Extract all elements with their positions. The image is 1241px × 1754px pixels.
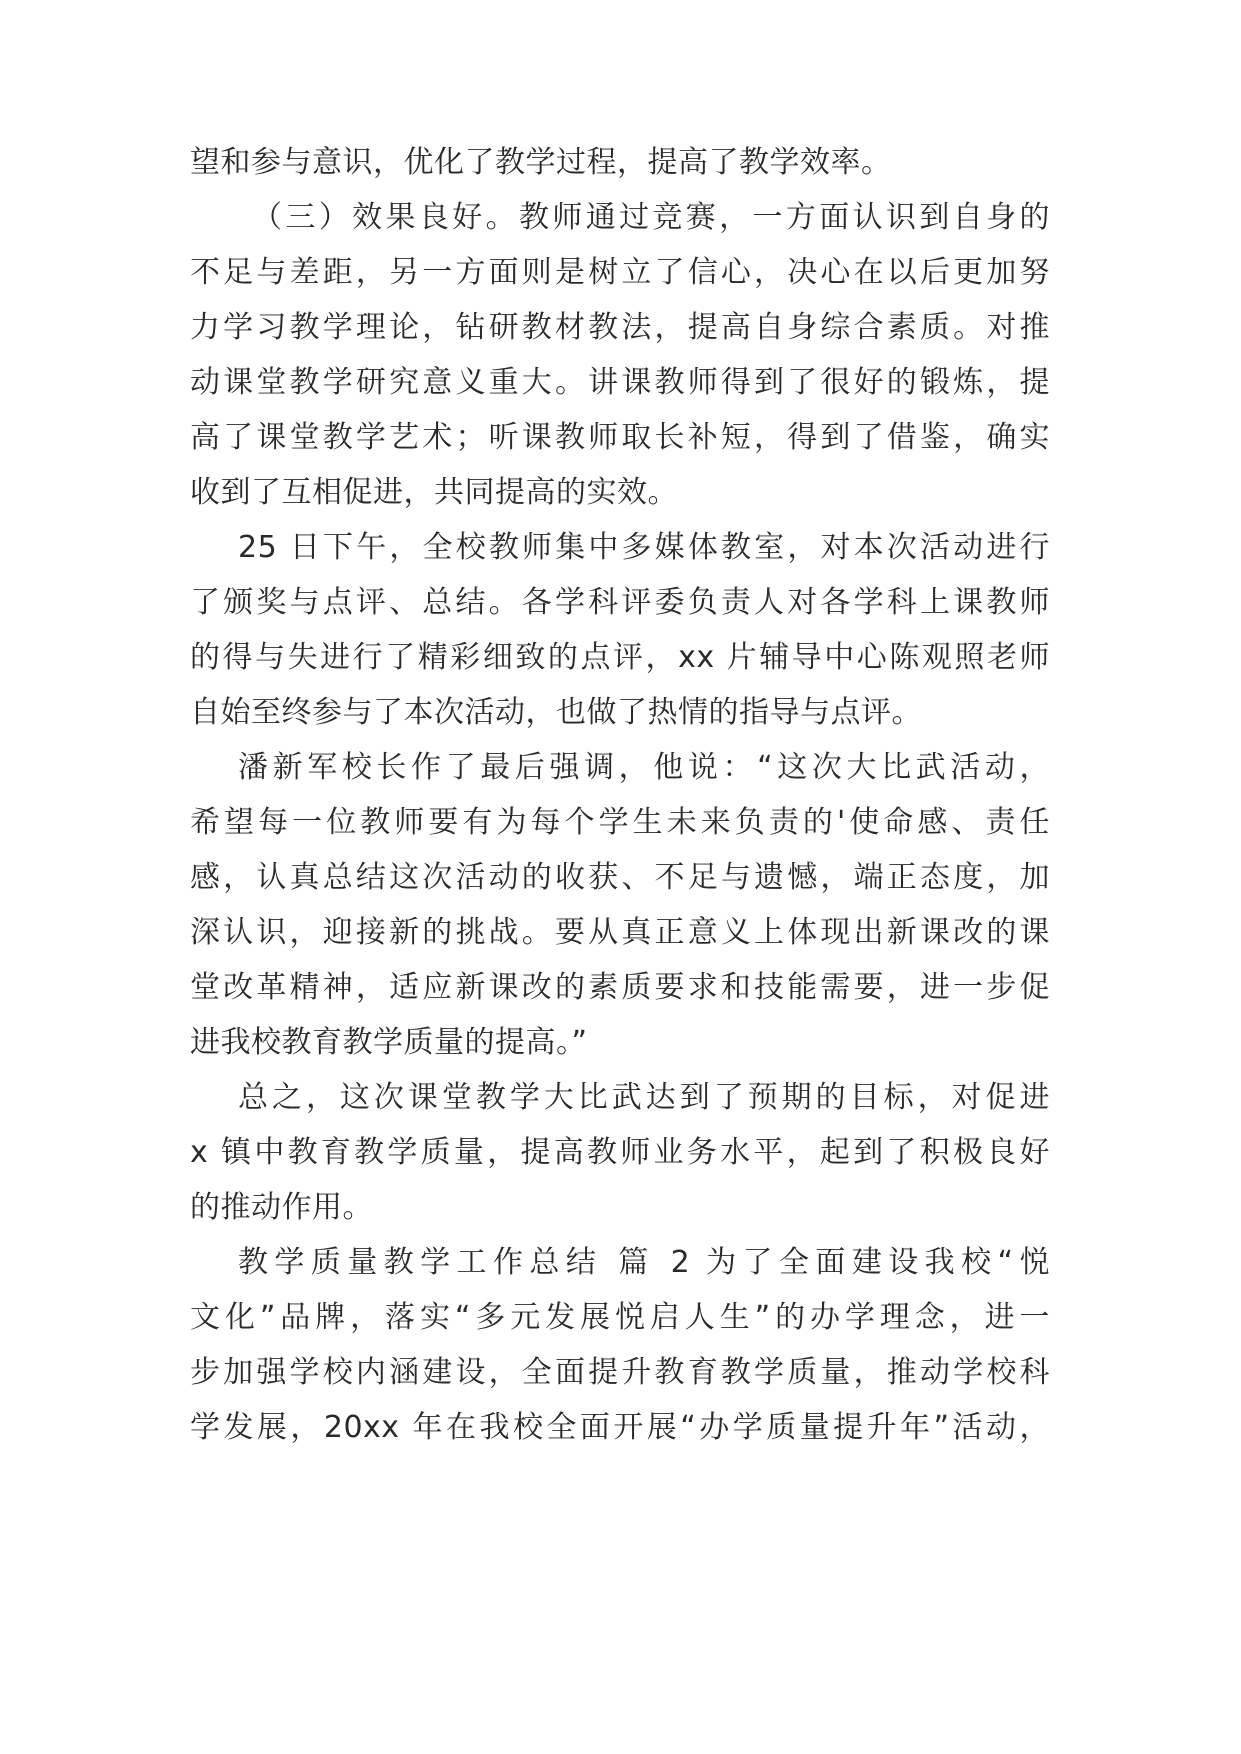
- text-line: 文化”品牌，落实“多元发展悦启人生”的办学理念，进一: [190, 1300, 1050, 1335]
- text-line: 学发展，20xx 年在我校全面开展“办学质量提升年”活动，: [190, 1410, 1050, 1445]
- text-line: 自始至终参与了本次活动，也做了热情的指导与点评。: [190, 695, 922, 730]
- text-line: 收到了互相促进，共同提高的实效。: [190, 475, 678, 510]
- text-line: 感，认真总结这次活动的收获、不足与遗憾，端正态度，加: [190, 860, 1050, 895]
- paragraph-start-line: （三）效果良好。教师通过竞赛，一方面认识到自身的: [252, 200, 1050, 235]
- section-heading-line: 教学质量教学工作总结 篇 2 为了全面建设我校“悦: [238, 1245, 1050, 1280]
- text-line: 堂改革精神，适应新课改的素质要求和技能需要，进一步促: [190, 970, 1050, 1005]
- text-line: 希望每一位教师要有为每个学生未来负责的'使命感、责任: [190, 805, 1050, 840]
- text-line: 力学习教学理论，钻研教材教法，提高自身综合素质。对推: [190, 310, 1050, 345]
- text-line: x 镇中教育教学质量，提高教师业务水平，起到了积极良好: [190, 1135, 1050, 1170]
- text-line: 了颁奖与点评、总结。各学科评委负责人对各学科上课教师: [190, 585, 1050, 620]
- text-line: 动课堂教学研究意义重大。讲课教师得到了很好的锻炼，提: [190, 365, 1050, 400]
- paragraph-start-line: 总之，这次课堂教学大比武达到了预期的目标，对促进: [238, 1080, 1050, 1115]
- text-line: 深认识，迎接新的挑战。要从真正意义上体现出新课改的课: [190, 915, 1050, 950]
- paragraph-start-line: 25 日下午，全校教师集中多媒体教室，对本次活动进行: [238, 530, 1050, 565]
- text-line: 高了课堂教学艺术；听课教师取长补短，得到了借鉴，确实: [190, 420, 1050, 455]
- text-line: 不足与差距，另一方面则是树立了信心，决心在以后更加努: [190, 255, 1050, 290]
- text-line: 的推动作用。: [190, 1190, 373, 1225]
- text-line: 步加强学校内涵建设，全面提升教育教学质量，推动学校科: [190, 1355, 1050, 1390]
- paragraph-start-line: 潘新军校长作了最后强调，他说：“这次大比武活动，: [238, 750, 1050, 785]
- text-line: 进我校教育教学质量的提高。”: [190, 1025, 588, 1060]
- text-line: 的得与失进行了精彩细致的点评，xx 片辅导中心陈观照老师: [190, 640, 1050, 675]
- text-line: 望和参与意识，优化了教学过程，提高了教学效率。: [190, 145, 892, 180]
